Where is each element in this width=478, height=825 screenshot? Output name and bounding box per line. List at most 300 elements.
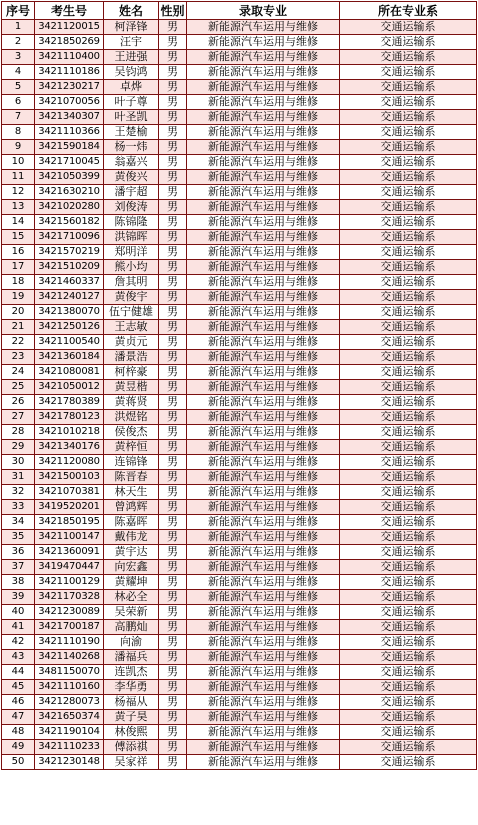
table-row [2, 155, 477, 170]
cell-name: 傅添祺 [104, 740, 159, 755]
cell-major: 新能源汽车运用与维修 [187, 740, 340, 755]
table-row [2, 185, 477, 200]
cell-seq: 40 [2, 605, 35, 620]
cell-seq: 31 [2, 470, 35, 485]
cell-gender: 男 [159, 365, 187, 380]
table-row [2, 50, 477, 65]
table-row [2, 140, 477, 155]
cell-major: 新能源汽车运用与维修 [187, 365, 340, 380]
cell-gender: 男 [159, 665, 187, 680]
cell-seq: 16 [2, 245, 35, 260]
table-row [2, 170, 477, 185]
cell-gender: 男 [159, 635, 187, 650]
cell-gender: 男 [159, 65, 187, 80]
cell-gender: 男 [159, 35, 187, 50]
cell-department: 交通运输系 [340, 545, 477, 560]
cell-department: 交通运输系 [340, 500, 477, 515]
cell-name: 吴钧鸿 [104, 65, 159, 80]
cell-seq: 49 [2, 740, 35, 755]
cell-name: 刘俊涛 [104, 200, 159, 215]
header-row [2, 2, 477, 20]
cell-seq: 34 [2, 515, 35, 530]
cell-name: 黄俊宇 [104, 290, 159, 305]
cell-exam-id: 3421340176 [35, 440, 104, 455]
cell-department: 交通运输系 [340, 695, 477, 710]
cell-gender: 男 [159, 575, 187, 590]
cell-major: 新能源汽车运用与维修 [187, 590, 340, 605]
cell-major: 新能源汽车运用与维修 [187, 755, 340, 770]
cell-major: 新能源汽车运用与维修 [187, 560, 340, 575]
cell-seq: 33 [2, 500, 35, 515]
cell-gender: 男 [159, 545, 187, 560]
table-row [2, 680, 477, 695]
header-department: 所在专业系 [340, 2, 477, 20]
cell-gender: 男 [159, 110, 187, 125]
cell-name: 陈锦隆 [104, 215, 159, 230]
cell-name: 林俊熙 [104, 725, 159, 740]
cell-seq: 35 [2, 530, 35, 545]
cell-department: 交通运输系 [340, 95, 477, 110]
cell-major: 新能源汽车运用与维修 [187, 155, 340, 170]
cell-gender: 男 [159, 260, 187, 275]
header-major: 录取专业 [187, 2, 340, 20]
cell-gender: 男 [159, 725, 187, 740]
cell-name: 翁嘉兴 [104, 155, 159, 170]
cell-seq: 36 [2, 545, 35, 560]
cell-department: 交通运输系 [340, 680, 477, 695]
cell-exam-id: 3421140268 [35, 650, 104, 665]
cell-exam-id: 3421650374 [35, 710, 104, 725]
table-row [2, 65, 477, 80]
cell-name: 陈嘉晖 [104, 515, 159, 530]
cell-name: 连凯杰 [104, 665, 159, 680]
cell-gender: 男 [159, 590, 187, 605]
cell-seq: 26 [2, 395, 35, 410]
cell-gender: 男 [159, 515, 187, 530]
cell-seq: 38 [2, 575, 35, 590]
cell-gender: 男 [159, 305, 187, 320]
cell-gender: 男 [159, 200, 187, 215]
cell-major: 新能源汽车运用与维修 [187, 545, 340, 560]
cell-department: 交通运输系 [340, 740, 477, 755]
table-row [2, 500, 477, 515]
cell-department: 交通运输系 [340, 560, 477, 575]
cell-major: 新能源汽车运用与维修 [187, 680, 340, 695]
cell-department: 交通运输系 [340, 230, 477, 245]
header-gender: 性别 [160, 3, 185, 18]
cell-gender: 男 [159, 620, 187, 635]
cell-department: 交通运输系 [340, 755, 477, 770]
cell-department: 交通运输系 [340, 395, 477, 410]
table-row [2, 710, 477, 725]
cell-major: 新能源汽车运用与维修 [187, 95, 340, 110]
cell-name: 向宏鑫 [104, 560, 159, 575]
cell-exam-id: 3421110233 [35, 740, 104, 755]
cell-major: 新能源汽车运用与维修 [187, 410, 340, 425]
cell-exam-id: 3421230089 [35, 605, 104, 620]
cell-major: 新能源汽车运用与维修 [187, 35, 340, 50]
cell-major: 新能源汽车运用与维修 [187, 470, 340, 485]
cell-seq: 37 [2, 560, 35, 575]
table-row [2, 200, 477, 215]
cell-exam-id: 3421070056 [35, 95, 104, 110]
cell-seq: 15 [2, 230, 35, 245]
table-row [2, 695, 477, 710]
cell-gender: 男 [159, 470, 187, 485]
table-row [2, 230, 477, 245]
cell-seq: 32 [2, 485, 35, 500]
table-row [2, 95, 477, 110]
cell-name: 黄俊兴 [104, 170, 159, 185]
cell-department: 交通运输系 [340, 260, 477, 275]
cell-name: 吴荣新 [104, 605, 159, 620]
cell-seq: 44 [2, 665, 35, 680]
table-row [2, 650, 477, 665]
cell-exam-id: 3421850269 [35, 35, 104, 50]
cell-gender: 男 [159, 50, 187, 65]
cell-department: 交通运输系 [340, 710, 477, 725]
cell-department: 交通运输系 [340, 200, 477, 215]
cell-major: 新能源汽车运用与维修 [187, 425, 340, 440]
cell-seq: 17 [2, 260, 35, 275]
cell-name: 向渝 [104, 635, 159, 650]
cell-department: 交通运输系 [340, 170, 477, 185]
cell-seq: 47 [2, 710, 35, 725]
cell-major: 新能源汽车运用与维修 [187, 215, 340, 230]
cell-department: 交通运输系 [340, 515, 477, 530]
table-row [2, 20, 477, 35]
cell-department: 交通运输系 [340, 410, 477, 425]
cell-seq: 46 [2, 695, 35, 710]
cell-department: 交通运输系 [340, 290, 477, 305]
cell-seq: 2 [2, 35, 35, 50]
cell-exam-id: 3421190104 [35, 725, 104, 740]
cell-major: 新能源汽车运用与维修 [187, 650, 340, 665]
cell-name: 洪锦晖 [104, 230, 159, 245]
table-row [2, 425, 477, 440]
cell-name: 黄宇达 [104, 545, 159, 560]
table-row [2, 740, 477, 755]
cell-exam-id: 3421250126 [35, 320, 104, 335]
cell-major: 新能源汽车运用与维修 [187, 20, 340, 35]
table-row [2, 35, 477, 50]
cell-gender: 男 [159, 215, 187, 230]
cell-exam-id: 3421850195 [35, 515, 104, 530]
cell-name: 陈晋春 [104, 470, 159, 485]
table-row [2, 305, 477, 320]
cell-department: 交通运输系 [340, 530, 477, 545]
cell-seq: 45 [2, 680, 35, 695]
cell-gender: 男 [159, 350, 187, 365]
cell-department: 交通运输系 [340, 350, 477, 365]
table-row [2, 350, 477, 365]
cell-exam-id: 3421710045 [35, 155, 104, 170]
cell-exam-id: 3421380070 [35, 305, 104, 320]
cell-seq: 50 [2, 755, 35, 770]
header-exam-id: 考生号 [35, 2, 104, 20]
table-row [2, 290, 477, 305]
cell-exam-id: 3421070381 [35, 485, 104, 500]
cell-gender: 男 [159, 185, 187, 200]
cell-major: 新能源汽车运用与维修 [187, 335, 340, 350]
cell-gender: 男 [159, 170, 187, 185]
cell-exam-id: 3421110186 [35, 65, 104, 80]
cell-seq: 24 [2, 365, 35, 380]
cell-department: 交通运输系 [340, 80, 477, 95]
table-body [2, 20, 477, 770]
cell-exam-id: 3421500103 [35, 470, 104, 485]
cell-department: 交通运输系 [340, 215, 477, 230]
cell-department: 交通运输系 [340, 635, 477, 650]
cell-exam-id: 3421100147 [35, 530, 104, 545]
cell-exam-id: 3421360184 [35, 350, 104, 365]
cell-exam-id: 3421110400 [35, 50, 104, 65]
cell-department: 交通运输系 [340, 470, 477, 485]
cell-name: 潘福兵 [104, 650, 159, 665]
cell-exam-id: 3421570219 [35, 245, 104, 260]
cell-exam-id: 3421780123 [35, 410, 104, 425]
cell-name: 柯泽锋 [104, 20, 159, 35]
cell-gender: 男 [159, 680, 187, 695]
cell-exam-id: 3421100129 [35, 575, 104, 590]
cell-seq: 28 [2, 425, 35, 440]
table-row [2, 335, 477, 350]
cell-department: 交通运输系 [340, 485, 477, 500]
cell-seq: 30 [2, 455, 35, 470]
cell-name: 李华勇 [104, 680, 159, 695]
cell-gender: 男 [159, 530, 187, 545]
cell-exam-id: 3421050012 [35, 380, 104, 395]
cell-major: 新能源汽车运用与维修 [187, 575, 340, 590]
cell-gender: 男 [159, 80, 187, 95]
cell-exam-id: 3421280073 [35, 695, 104, 710]
cell-department: 交通运输系 [340, 425, 477, 440]
cell-major: 新能源汽车运用与维修 [187, 125, 340, 140]
cell-major: 新能源汽车运用与维修 [187, 440, 340, 455]
cell-gender: 男 [159, 125, 187, 140]
cell-department: 交通运输系 [340, 35, 477, 50]
cell-department: 交通运输系 [340, 335, 477, 350]
cell-major: 新能源汽车运用与维修 [187, 65, 340, 80]
cell-major: 新能源汽车运用与维修 [187, 620, 340, 635]
table-row [2, 575, 477, 590]
cell-name: 洪煜铭 [104, 410, 159, 425]
cell-name: 戴伟龙 [104, 530, 159, 545]
cell-name: 黄贞元 [104, 335, 159, 350]
cell-department: 交通运输系 [340, 665, 477, 680]
cell-major: 新能源汽车运用与维修 [187, 275, 340, 290]
cell-major: 新能源汽车运用与维修 [187, 530, 340, 545]
cell-name: 潘宇超 [104, 185, 159, 200]
cell-exam-id: 3421590184 [35, 140, 104, 155]
cell-seq: 39 [2, 590, 35, 605]
table-row [2, 620, 477, 635]
cell-exam-id: 3421460337 [35, 275, 104, 290]
cell-gender: 男 [159, 245, 187, 260]
cell-name: 王楚榆 [104, 125, 159, 140]
cell-exam-id: 3421780389 [35, 395, 104, 410]
table-row [2, 635, 477, 650]
table-row [2, 110, 477, 125]
cell-name: 卓烨 [104, 80, 159, 95]
admission-table [1, 1, 477, 770]
cell-exam-id: 3421340307 [35, 110, 104, 125]
cell-major: 新能源汽车运用与维修 [187, 170, 340, 185]
cell-gender: 男 [159, 290, 187, 305]
cell-name: 伍宁健雄 [104, 305, 159, 320]
cell-seq: 10 [2, 155, 35, 170]
cell-name: 杨一炜 [104, 140, 159, 155]
cell-department: 交通运输系 [340, 275, 477, 290]
cell-exam-id: 3421630210 [35, 185, 104, 200]
cell-name: 叶子尊 [104, 95, 159, 110]
cell-gender: 男 [159, 140, 187, 155]
cell-name: 王进强 [104, 50, 159, 65]
cell-exam-id: 3421700187 [35, 620, 104, 635]
cell-department: 交通运输系 [340, 575, 477, 590]
cell-exam-id: 3421120080 [35, 455, 104, 470]
cell-major: 新能源汽车运用与维修 [187, 605, 340, 620]
cell-seq: 43 [2, 650, 35, 665]
cell-gender: 男 [159, 425, 187, 440]
cell-name: 王志敏 [104, 320, 159, 335]
cell-exam-id: 3419520201 [35, 500, 104, 515]
cell-department: 交通运输系 [340, 320, 477, 335]
cell-department: 交通运输系 [340, 65, 477, 80]
cell-major: 新能源汽车运用与维修 [187, 515, 340, 530]
cell-major: 新能源汽车运用与维修 [187, 185, 340, 200]
cell-name: 黄耀坤 [104, 575, 159, 590]
cell-major: 新能源汽车运用与维修 [187, 665, 340, 680]
cell-exam-id: 3421020280 [35, 200, 104, 215]
table-row [2, 590, 477, 605]
cell-department: 交通运输系 [340, 605, 477, 620]
cell-gender: 男 [159, 410, 187, 425]
cell-department: 交通运输系 [340, 125, 477, 140]
cell-exam-id: 3421110190 [35, 635, 104, 650]
cell-department: 交通运输系 [340, 650, 477, 665]
cell-department: 交通运输系 [340, 305, 477, 320]
table-row [2, 275, 477, 290]
cell-seq: 12 [2, 185, 35, 200]
cell-major: 新能源汽车运用与维修 [187, 140, 340, 155]
cell-name: 林天生 [104, 485, 159, 500]
cell-exam-id: 3421240127 [35, 290, 104, 305]
cell-major: 新能源汽车运用与维修 [187, 80, 340, 95]
cell-gender: 男 [159, 695, 187, 710]
cell-name: 侯俊杰 [104, 425, 159, 440]
cell-name: 林必全 [104, 590, 159, 605]
cell-name: 连锦锋 [104, 455, 159, 470]
cell-seq: 11 [2, 170, 35, 185]
cell-seq: 7 [2, 110, 35, 125]
cell-exam-id: 3421080081 [35, 365, 104, 380]
cell-exam-id: 3421100540 [35, 335, 104, 350]
cell-major: 新能源汽车运用与维修 [187, 200, 340, 215]
table-row [2, 245, 477, 260]
table-row [2, 755, 477, 770]
cell-name: 黄昱楷 [104, 380, 159, 395]
cell-gender: 男 [159, 320, 187, 335]
cell-exam-id: 3419470447 [35, 560, 104, 575]
cell-gender: 男 [159, 740, 187, 755]
cell-exam-id: 3421360091 [35, 545, 104, 560]
cell-gender: 男 [159, 710, 187, 725]
table-row [2, 80, 477, 95]
cell-seq: 14 [2, 215, 35, 230]
cell-department: 交通运输系 [340, 20, 477, 35]
cell-department: 交通运输系 [340, 245, 477, 260]
cell-exam-id: 3421510209 [35, 260, 104, 275]
cell-department: 交通运输系 [340, 590, 477, 605]
cell-department: 交通运输系 [340, 155, 477, 170]
cell-major: 新能源汽车运用与维修 [187, 290, 340, 305]
cell-gender: 男 [159, 20, 187, 35]
cell-gender: 男 [159, 275, 187, 290]
cell-major: 新能源汽车运用与维修 [187, 350, 340, 365]
table-row [2, 560, 477, 575]
cell-seq: 9 [2, 140, 35, 155]
cell-name: 郑明洋 [104, 245, 159, 260]
cell-gender: 男 [159, 230, 187, 245]
cell-seq: 23 [2, 350, 35, 365]
cell-major: 新能源汽车运用与维修 [187, 230, 340, 245]
cell-exam-id: 3421560182 [35, 215, 104, 230]
header-seq: 序号 [2, 2, 35, 20]
cell-gender: 男 [159, 155, 187, 170]
cell-seq: 22 [2, 335, 35, 350]
cell-exam-id: 3421170328 [35, 590, 104, 605]
cell-seq: 21 [2, 320, 35, 335]
cell-gender: 男 [159, 485, 187, 500]
cell-seq: 13 [2, 200, 35, 215]
table-row [2, 515, 477, 530]
cell-department: 交通运输系 [340, 365, 477, 380]
cell-major: 新能源汽车运用与维修 [187, 395, 340, 410]
table-row [2, 545, 477, 560]
cell-department: 交通运输系 [340, 620, 477, 635]
table-row [2, 725, 477, 740]
cell-seq: 6 [2, 95, 35, 110]
cell-name: 熊小均 [104, 260, 159, 275]
table-row [2, 665, 477, 680]
cell-seq: 1 [2, 20, 35, 35]
table-row [2, 470, 477, 485]
cell-seq: 20 [2, 305, 35, 320]
cell-major: 新能源汽车运用与维修 [187, 260, 340, 275]
cell-seq: 27 [2, 410, 35, 425]
cell-department: 交通运输系 [340, 455, 477, 470]
cell-name: 汪宇 [104, 35, 159, 50]
table-row [2, 215, 477, 230]
cell-exam-id: 3421230148 [35, 755, 104, 770]
cell-major: 新能源汽车运用与维修 [187, 50, 340, 65]
cell-major: 新能源汽车运用与维修 [187, 305, 340, 320]
cell-gender: 男 [159, 380, 187, 395]
cell-name: 柯梓豪 [104, 365, 159, 380]
cell-major: 新能源汽车运用与维修 [187, 485, 340, 500]
cell-exam-id: 3421110366 [35, 125, 104, 140]
table-row [2, 440, 477, 455]
cell-gender: 男 [159, 755, 187, 770]
cell-seq: 5 [2, 80, 35, 95]
table-row [2, 320, 477, 335]
cell-seq: 48 [2, 725, 35, 740]
cell-major: 新能源汽车运用与维修 [187, 380, 340, 395]
cell-name: 黄梓恒 [104, 440, 159, 455]
table-row [2, 530, 477, 545]
cell-department: 交通运输系 [340, 110, 477, 125]
